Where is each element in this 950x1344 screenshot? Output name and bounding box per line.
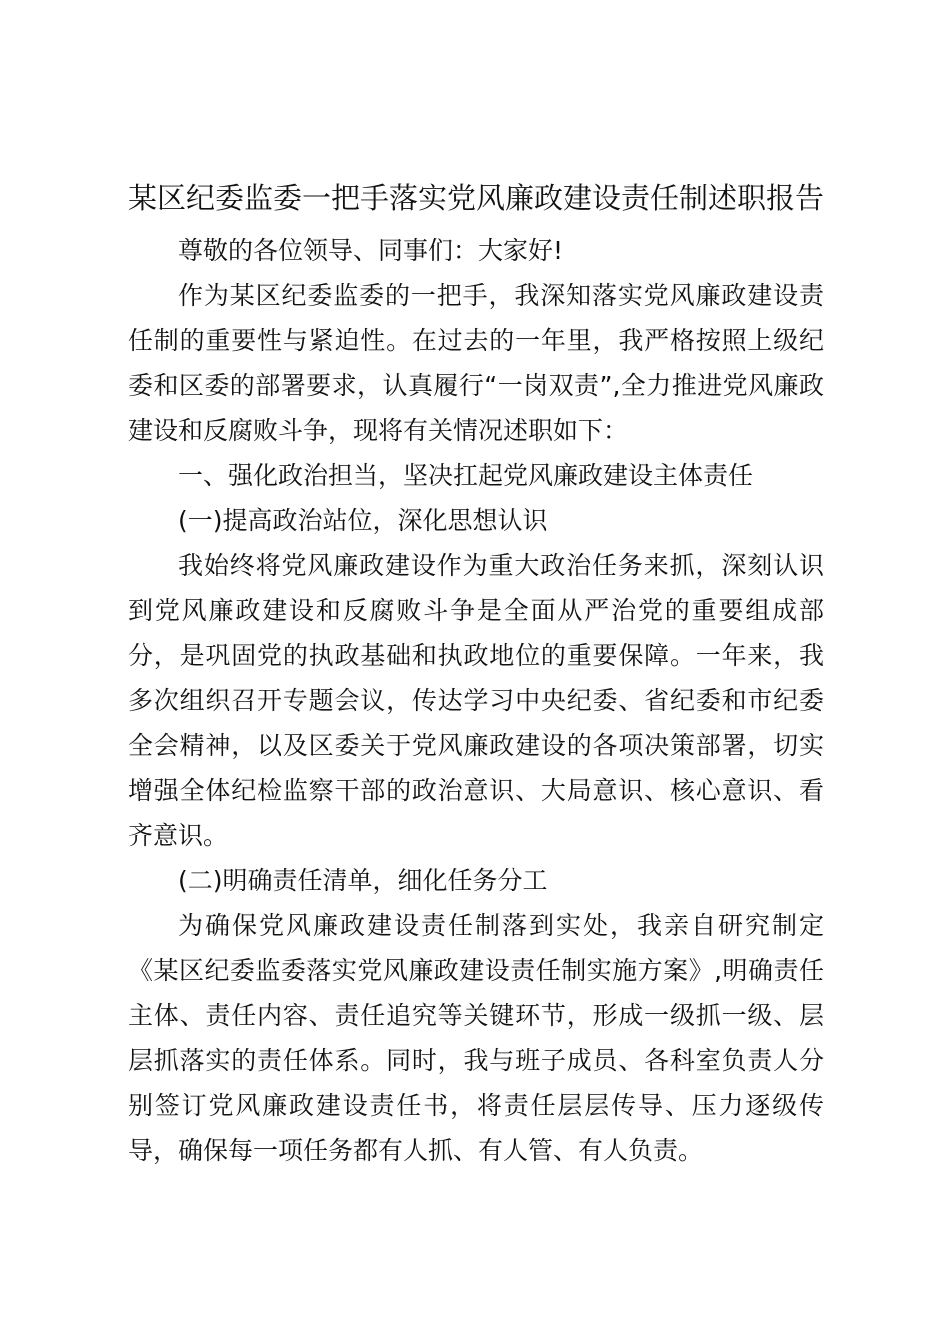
subsection-heading-1: (一)提高政治站位，深化思想认识 [178, 506, 548, 535]
document-title: 某区纪委监委一把手落实党风廉政建设责任制述职报告 [128, 181, 825, 215]
section-heading-1: 一、强化政治担当，坚决扛起党风廉政建设主体责任 [178, 461, 754, 490]
intro-paragraph: 作为某区纪委监委的一把手，我深知落实党风廉政建设责任制的重要性与紧迫性。在过去的一年里，我严格按照上级纪委和区委的部署要求，认真履行“一岗双责”,全力推进党风廉政建设和反腐败斗争，现将有关情况述职如下： [128, 281, 824, 445]
subsection-heading-2: (二)明确责任清单，细化任务分工 [178, 866, 548, 895]
body-paragraph-2: 为确保党风廉政建设责任制落到实处，我亲自研究制定《某区纪委监委落实党风廉政建设责任制实施方案》,明确责任主体、责任内容、责任追究等关键环节，形成一级抓一级、层层抓落实的责任体系。同时，我与班子成员、各科室负责人分别签订党风廉政建设责任书，将责任层层传导、压力逐级传导，确保每一项任务都有人抓、有人管、有人负责。 [128, 911, 824, 1165]
greeting-paragraph: 尊敬的各位领导、同事们：大家好! [178, 236, 564, 265]
document-body [128, 228, 824, 1173]
body-paragraph-1: 我始终将党风廉政建设作为重大政治任务来抓，深刻认识到党风廉政建设和反腐败斗争是全面从严治党的重要组成部分，是巩固党的执政基础和执政地位的重要保障。一年来，我多次组织召开专题会议，传达学习中央纪委、省纪委和市纪委全会精神，以及区委关于党风廉政建设的各项决策部署，切实增强全体纪检监察干部的政治意识、大局意识、核心意识、看齐意识。 [128, 551, 824, 850]
